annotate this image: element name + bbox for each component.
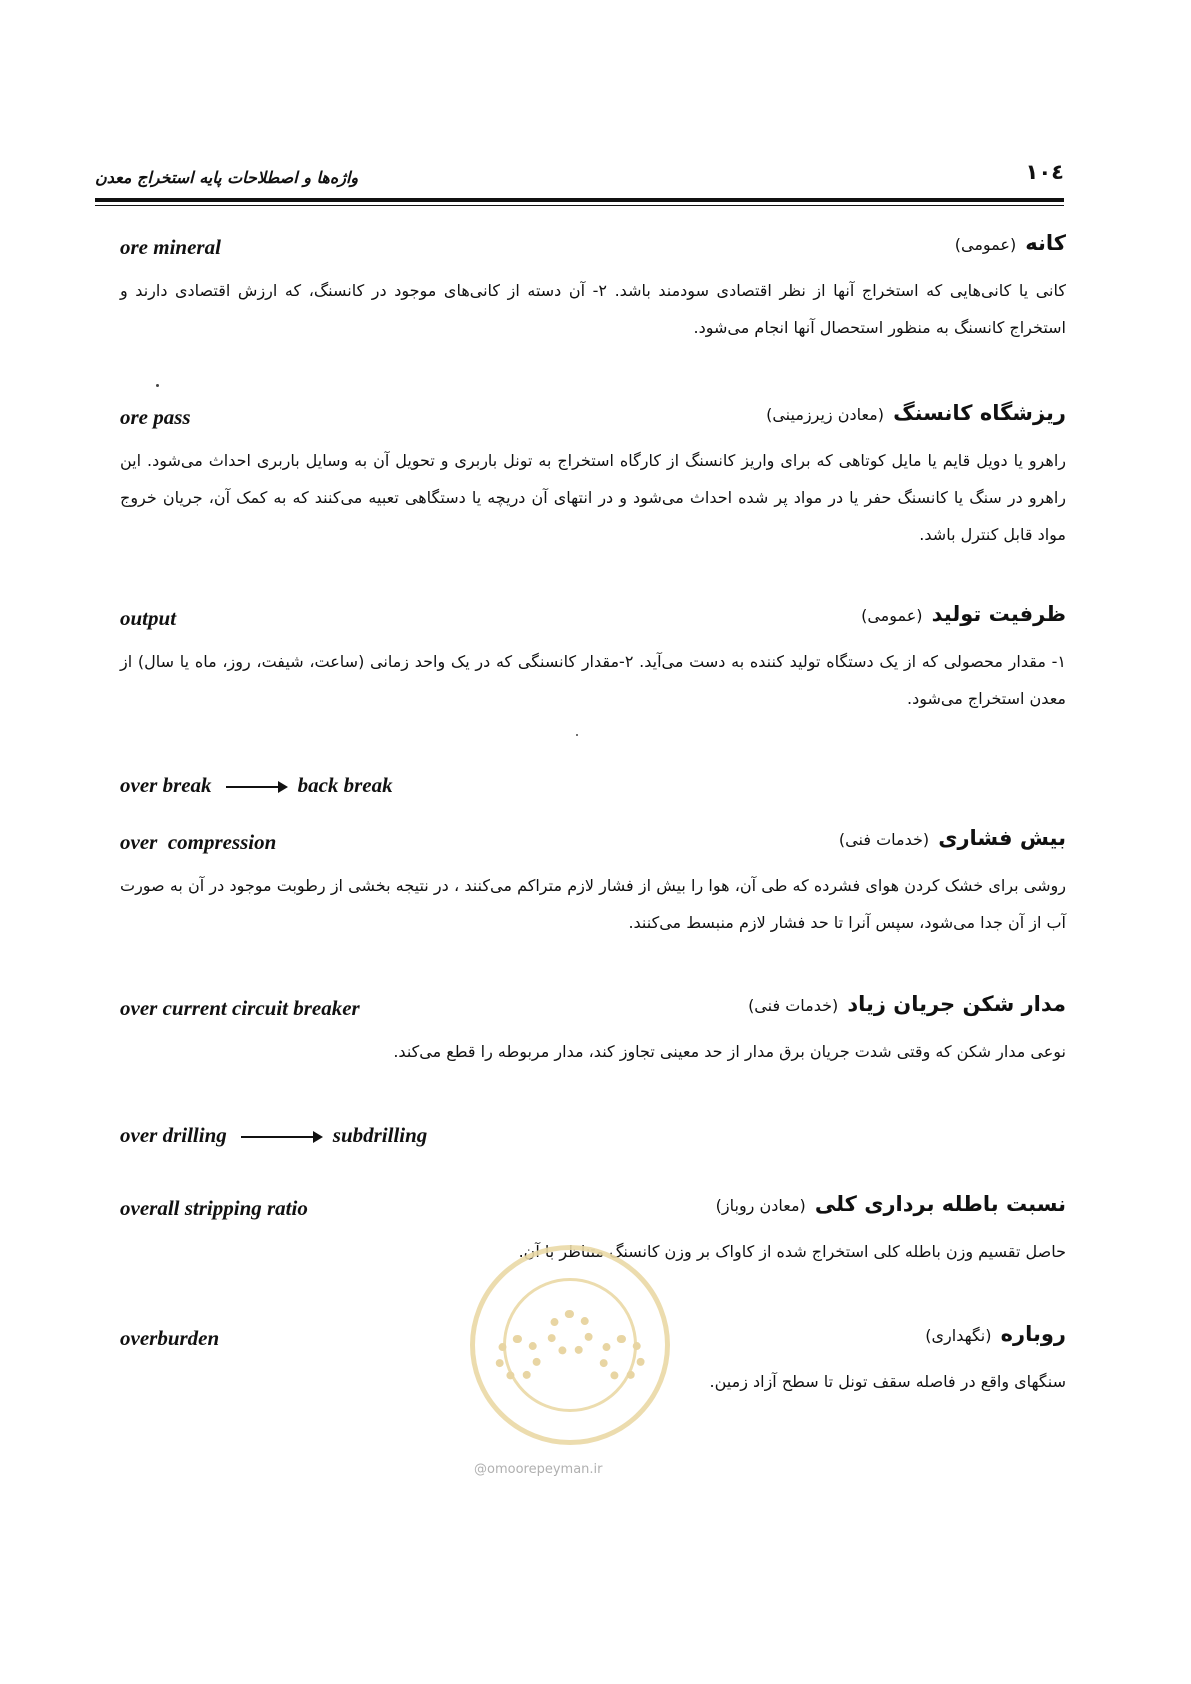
gear-icon [547, 1310, 593, 1356]
term-persian-heading [925, 1322, 1066, 1346]
see-to-term: subdrilling [332, 1123, 428, 1147]
cross-reference [120, 1123, 427, 1148]
term-definition: روشی برای خشک کردن هوای فشرده که طی آن، هوا را بیش از فشار لازم متراکم می‌کنند ، در نتیجه بخشی از رطوبت موجود در آن به صورت آب از آن جدا می‌شود، سپس آنرا تا حد فشار لازم منبسط می‌کنند. [120, 876, 1066, 932]
term-definition: کانی یا کانی‌هایی که استخراج آنها از نظر اقتصادی سودمند باشد. ۲- آن دسته از کانی‌های موجود در کانسنگ، که ارزش اقتصادی دارند و استخراج کانسنگ به منظور استحصال آنها انجام می‌شود. [120, 281, 1066, 337]
term-persian: روباره [1000, 1322, 1066, 1346]
cross-reference [120, 773, 393, 798]
term-definition: سنگهای واقع در فاصله سقف تونل تا سطح آزاد زمین. [709, 1372, 1066, 1391]
term-persian: بیش فشاری [938, 826, 1066, 850]
term-english: ore pass [120, 405, 191, 429]
see-from-term: over break [120, 773, 212, 797]
term-persian-heading [766, 401, 1066, 425]
term-field: (خدمات فنی) [748, 996, 839, 1015]
term-definition: حاصل تقسیم وزن باطله کلی استخراج شده از کاواک بر وزن کانسنگ متناظر با آن. [518, 1242, 1066, 1261]
term-field: (نگهداری) [925, 1326, 992, 1345]
term-english: over compression [120, 830, 277, 854]
term-persian: نسبت باطله برداری کلی [814, 1192, 1066, 1216]
page-number: ۱۰٤ [1025, 160, 1064, 184]
gear-icon [599, 1335, 645, 1381]
scan-speck [576, 734, 578, 736]
term-english: output [120, 606, 177, 630]
term-field: (معادن زیرزمینی) [766, 405, 884, 424]
term-definition: راهرو یا دویل قایم یا مایل کوتاهی که برای واریز کانسنگ از کارگاه استخراج به تونل باربری و تحویل آن به وسایل باربری احداث می‌شود. این راهرو در سنگ یا کانسنگ حفر یا در مواد پر شده احداث می‌شود و در انتهای آن دریچه یا دستگاهی تعبیه می‌کنند که به کمک آن، جریان خروج مواد قابل کنترل باشد. [120, 451, 1066, 544]
term-persian: ظرفیت تولید [931, 602, 1066, 626]
term-english: overall stripping ratio [120, 1196, 308, 1220]
term-definition: نوعی مدار شکن که وقتی شدت جریان برق مدار از حد معینی تجاوز کند، مدار مربوطه را قطع می‌کند. [393, 1042, 1066, 1061]
term-persian-heading [955, 231, 1066, 255]
term-english: ore mineral [120, 235, 221, 259]
page-header [95, 150, 1064, 210]
header-rule-thick [95, 198, 1064, 202]
see-to-term: back break [297, 773, 393, 797]
term-persian-heading [861, 602, 1066, 626]
term-field: (معادن روباز) [715, 1196, 806, 1215]
watermark-site: @omoorepeyman.ir [474, 1462, 603, 1477]
arrow-right-icon [241, 1136, 321, 1138]
term-persian-heading [716, 1192, 1066, 1216]
term-persian: کانه [1025, 231, 1066, 255]
see-from-term: over drilling [120, 1123, 227, 1147]
gear-icon [495, 1335, 541, 1381]
arrow-right-icon [226, 786, 286, 788]
term-persian-heading [839, 826, 1066, 850]
running-title: واژه‌ها و اصطلاحات پایه استخراج معدن [95, 168, 359, 187]
term-english: over current circuit breaker [120, 996, 360, 1020]
watermark-seal [470, 1245, 670, 1445]
term-field: (خدمات فنی) [838, 830, 930, 849]
term-field: (عمومی) [861, 606, 923, 625]
header-rule-thin [95, 205, 1064, 206]
term-persian: ریزشگاه کانسنگ [893, 401, 1066, 425]
term-field: (عمومی) [954, 235, 1017, 254]
term-definition: ۱- مقدار محصولی که از یک دستگاه تولید کننده به دست می‌آید. ۲-مقدار کانسنگی که در یک واحد زمانی (ساعت، شیفت، روز، ماه یا سال) از معدن استخراج می‌شود. [120, 652, 1066, 708]
term-english: overburden [120, 1326, 220, 1350]
term-persian-heading [748, 992, 1066, 1016]
term-persian: مدار شکن جریان زیاد [847, 992, 1066, 1016]
scan-speck [156, 384, 159, 387]
